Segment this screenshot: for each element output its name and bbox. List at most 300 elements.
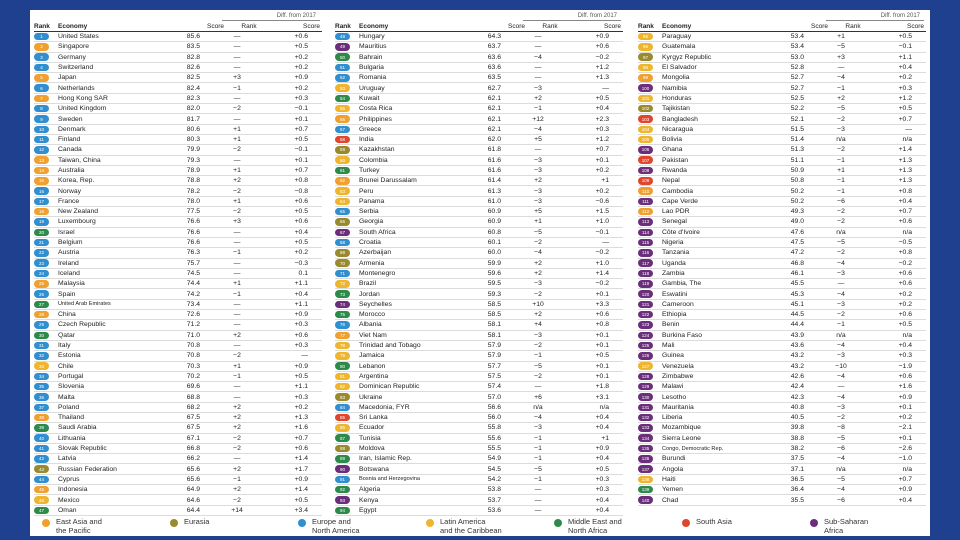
score-change: +1.6 [294, 424, 308, 432]
rank-badge: 6 [34, 84, 49, 92]
legend-label-line2: North America [312, 525, 360, 535]
score-change: +0.6 [595, 311, 609, 319]
score-value: 68.8 [186, 393, 200, 401]
score-change: +0.2 [898, 290, 912, 298]
rank-change: +2 [233, 177, 241, 185]
table-row [335, 186, 623, 196]
score-value: 64.6 [186, 496, 200, 504]
table-row [34, 259, 322, 269]
score-change: +0.4 [595, 414, 609, 422]
rank-badge: 96 [638, 43, 653, 51]
score-value: 56.6 [487, 403, 501, 411]
score-change: +0.3 [898, 84, 912, 92]
economy-name: Norway [58, 187, 82, 195]
table-row [34, 176, 322, 186]
economy-name: Tanzania [662, 249, 690, 257]
score-change: +1.7 [294, 465, 308, 473]
table-row [335, 63, 623, 73]
economy-name: Ireland [58, 259, 79, 267]
economy-name: Lithuania [58, 434, 86, 442]
score-value: 47.5 [790, 239, 804, 247]
table-row [638, 392, 926, 402]
rank-change: — [233, 239, 241, 247]
economy-name: Georgia [359, 218, 384, 226]
score-change: +0.8 [595, 321, 609, 329]
table-row [34, 73, 322, 83]
economy-name: Yemen [662, 486, 683, 494]
rank-change: +2 [534, 311, 542, 319]
legend-label-line1: Europe and [312, 517, 351, 526]
rank-change: −1 [233, 372, 241, 380]
score-change: +0.1 [898, 434, 912, 442]
table-row [34, 403, 322, 413]
rank-badge: 122 [638, 311, 653, 319]
score-value: 57.5 [487, 372, 501, 380]
table-row [335, 279, 623, 289]
score-change: +0.4 [294, 228, 308, 236]
rank-badge: 64 [335, 198, 350, 206]
score-change: +1.5 [595, 208, 609, 216]
table-row [34, 32, 322, 42]
header-rank: Rank [34, 22, 50, 30]
rank-change: −2 [233, 352, 241, 360]
economy-name: Hungary [359, 33, 385, 41]
rank-badge: 130 [638, 393, 653, 401]
rank-change: — [837, 383, 845, 391]
score-change: +0.3 [595, 486, 609, 494]
economy-name: Tajikistan [662, 105, 690, 113]
rank-change: −4 [837, 259, 845, 267]
economy-name: Kyrgyz Republic [662, 53, 712, 61]
score-value: 51.1 [790, 156, 804, 164]
rank-change: — [534, 486, 542, 494]
rank-badge: 77 [335, 332, 350, 340]
table-row [638, 197, 926, 207]
economy-name: Singapore [58, 43, 89, 51]
legend-label-line2: the Pacific [56, 525, 91, 535]
rank-change: −4 [534, 125, 542, 133]
economy-name: Poland [58, 403, 80, 411]
economy-name: Brazil [359, 280, 376, 288]
rank-badge: 132 [638, 414, 653, 422]
table-row [335, 464, 623, 474]
table-row [638, 145, 926, 155]
rank-change: — [534, 383, 542, 391]
rank-badge: 102 [638, 105, 653, 113]
table-row [34, 351, 322, 361]
rank-change: −8 [837, 424, 845, 432]
rank-change: −4 [837, 393, 845, 401]
economy-name: Eswatini [662, 290, 688, 298]
rank-change: +5 [534, 208, 542, 216]
score-change: +0.7 [595, 146, 609, 154]
table-row [638, 423, 926, 433]
rank-badge: 135 [638, 445, 653, 453]
table-row [335, 320, 623, 330]
rank-change: −1 [837, 84, 845, 92]
table-row [34, 104, 322, 114]
score-change: +0.2 [898, 414, 912, 422]
rank-change: −2 [837, 115, 845, 123]
rank-change: — [233, 115, 241, 123]
score-value: 43.2 [790, 362, 804, 370]
score-value: 61.0 [487, 197, 501, 205]
economy-name: Mali [662, 342, 675, 350]
score-change: +0.4 [294, 290, 308, 298]
table-row [638, 495, 926, 505]
rank-badge: 115 [638, 239, 653, 247]
table-row [335, 300, 623, 310]
economy-name: Kazakhstan [359, 146, 395, 154]
economy-name: United Kingdom [58, 105, 107, 113]
header-diff-score: Score [907, 22, 924, 30]
rank-badge: 43 [34, 465, 49, 473]
score-change: +0.8 [294, 177, 308, 185]
score-change: +1 [601, 434, 609, 442]
rank-badge: 88 [335, 445, 350, 453]
rank-change: — [233, 383, 241, 391]
score-value: 74.4 [186, 280, 200, 288]
table-row [335, 53, 623, 63]
score-change: +0.1 [595, 290, 609, 298]
rank-change: −1 [837, 177, 845, 185]
score-value: 43.6 [790, 342, 804, 350]
table-row [34, 197, 322, 207]
rank-badge: 117 [638, 259, 653, 267]
score-change: +0.6 [294, 197, 308, 205]
score-change: +0.3 [294, 393, 308, 401]
table-row [34, 495, 322, 505]
rank-badge: 2 [34, 43, 49, 51]
score-value: 74.2 [186, 290, 200, 298]
score-change: +0.2 [294, 53, 308, 61]
rank-badge: 68 [335, 239, 350, 247]
table-row [335, 104, 623, 114]
table-row [34, 114, 322, 124]
score-value: 43.9 [790, 331, 804, 339]
score-value: 55.8 [487, 424, 501, 432]
economy-name: Burkina Faso [662, 331, 703, 339]
economy-name: Australia [58, 167, 85, 174]
score-value: 63.6 [487, 64, 501, 72]
score-change: +0.9 [294, 311, 308, 319]
economy-name: Ghana [662, 146, 683, 154]
score-value: 81.7 [186, 115, 200, 123]
score-value: 43.2 [790, 352, 804, 360]
score-change: +0.5 [595, 465, 609, 473]
rank-change: −2 [233, 445, 241, 453]
score-change: +0.9 [294, 475, 308, 483]
rank-change: −5 [534, 362, 542, 370]
table-row [638, 32, 926, 42]
rank-change: −4 [837, 455, 845, 463]
rank-badge: 86 [335, 424, 350, 432]
header-diff-score: Score [604, 22, 621, 30]
score-value: 40.5 [790, 414, 804, 422]
economy-name: Malawi [662, 383, 684, 391]
economy-name: Paraguay [662, 33, 692, 41]
rank-change: −3 [534, 331, 542, 339]
economy-name: Ecuador [359, 424, 385, 432]
score-value: 76.6 [186, 239, 200, 247]
column-header-row [638, 21, 926, 32]
rank-badge: 55 [335, 105, 350, 113]
table-row [638, 382, 926, 392]
score-change: +0.4 [595, 424, 609, 432]
score-change: +0.7 [898, 475, 912, 483]
table-row [34, 207, 322, 217]
score-value: 78.9 [186, 167, 200, 174]
economy-name: Algeria [359, 486, 381, 494]
rank-change: −2 [837, 311, 845, 319]
rank-change: −4 [837, 342, 845, 350]
economy-name: Botswana [359, 465, 389, 473]
table-row [34, 423, 322, 433]
table-row [335, 42, 623, 52]
economy-name: Cape Verde [662, 197, 698, 205]
score-change: −0.1 [294, 146, 308, 154]
rank-badge: 10 [34, 126, 49, 134]
score-value: 46.8 [790, 259, 804, 267]
table-row [335, 217, 623, 227]
rank-change: — [233, 342, 241, 350]
rank-change: −3 [534, 424, 542, 432]
rank-change: +10 [532, 300, 544, 308]
legend-label-line2: and the Caribbean [440, 525, 502, 535]
rank-badge: 70 [335, 259, 350, 267]
rank-change: +2 [233, 486, 241, 494]
table-row [638, 485, 926, 495]
rank-change: −1 [534, 475, 542, 483]
table-row [638, 454, 926, 464]
table-row [638, 351, 926, 361]
header-score: Score [811, 22, 828, 30]
rank-change: −3 [534, 197, 542, 205]
score-value: 80.3 [186, 136, 200, 144]
rank-badge: 120 [638, 290, 653, 298]
table-row [638, 269, 926, 279]
legend-label-line2: North Africa [568, 525, 608, 535]
diff-header-rule [222, 20, 320, 21]
economy-name: Taiwan, China [58, 156, 101, 164]
economy-name: Congo, Democratic Rep. [662, 445, 724, 452]
rank-change: +2 [837, 94, 845, 102]
score-change: +1.4 [294, 455, 308, 463]
score-change: +0.5 [294, 208, 308, 216]
economy-name: Mauritius [359, 43, 387, 51]
rank-badge: 112 [638, 208, 653, 216]
score-change: +0.2 [294, 249, 308, 257]
economy-name: Argentina [359, 372, 389, 380]
rank-badge: 42 [34, 455, 49, 463]
rank-badge: 131 [638, 404, 653, 412]
score-change: +0.1 [898, 403, 912, 411]
rank-badge: 20 [34, 229, 49, 237]
score-change: +0.5 [294, 136, 308, 144]
header-economy: Economy [359, 22, 389, 30]
economy-name: Sweden [58, 115, 83, 123]
score-value: 82.4 [186, 84, 200, 92]
score-value: 62.1 [487, 105, 501, 113]
score-change: +0.5 [898, 105, 912, 113]
score-value: 47.2 [790, 249, 804, 257]
economy-name: Bolivia [662, 136, 683, 144]
rank-badge: 119 [638, 280, 653, 288]
rank-badge: 125 [638, 342, 653, 350]
table-row [335, 392, 623, 402]
table-row [335, 248, 623, 258]
economy-name: Bulgaria [359, 64, 384, 72]
rank-badge: 44 [34, 476, 49, 484]
score-value: 57.0 [487, 393, 501, 401]
rank-badge: 54 [335, 95, 350, 103]
score-value: 69.6 [186, 383, 200, 391]
table-row [34, 362, 322, 372]
rank-badge: 75 [335, 311, 350, 319]
score-value: 64.9 [186, 486, 200, 494]
score-change: +0.7 [898, 115, 912, 123]
score-value: 51.3 [790, 146, 804, 154]
rank-change: −4 [837, 372, 845, 380]
table-row [335, 423, 623, 433]
rank-badge: 48 [335, 33, 350, 41]
score-change: +0.4 [898, 197, 912, 205]
economy-name: India [359, 136, 374, 144]
score-change: +0.7 [294, 167, 308, 174]
rank-change: −1 [233, 249, 241, 257]
economy-name: Russian Federation [58, 465, 117, 473]
rank-badge: 71 [335, 270, 350, 278]
rank-change: +1 [233, 167, 241, 174]
table-row [335, 125, 623, 135]
rank-badge: 108 [638, 167, 653, 175]
score-change: +0.6 [294, 331, 308, 339]
score-value: 42.6 [790, 372, 804, 380]
score-change: +1.3 [294, 414, 308, 422]
table-row [638, 94, 926, 104]
rank-change: −2 [837, 218, 845, 226]
economy-name: Hong Kong SAR [58, 94, 108, 102]
score-change: — [301, 352, 308, 360]
score-change: +1.3 [595, 74, 609, 82]
score-change: +0.1 [294, 156, 308, 164]
score-value: 52.5 [790, 94, 804, 102]
economy-name: Lebanon [359, 362, 386, 370]
economy-name: Mauritania [662, 403, 694, 411]
table-row [638, 403, 926, 413]
rank-badge: 103 [638, 115, 653, 123]
table-row [335, 413, 623, 423]
score-change: −2.1 [898, 424, 912, 432]
economy-name: Benin [662, 321, 680, 329]
economy-name: Nepal [662, 177, 680, 185]
rank-badge: 69 [335, 249, 350, 257]
rank-badge: 65 [335, 208, 350, 216]
score-value: 61.3 [487, 187, 501, 195]
rank-badge: 81 [335, 373, 350, 381]
rank-change: −2 [534, 239, 542, 247]
rank-change: +1 [837, 33, 845, 41]
rank-change: −5 [534, 228, 542, 236]
legend-dot-icon [170, 519, 178, 527]
rank-change: +1 [233, 280, 241, 288]
economy-name: El Salvador [662, 64, 697, 72]
score-change: +1.4 [595, 269, 609, 277]
score-change: +0.2 [595, 187, 609, 195]
score-value: 59.9 [487, 259, 501, 267]
rank-change: — [233, 94, 241, 102]
score-change: −0.2 [595, 53, 609, 61]
score-value: 51.4 [790, 136, 804, 144]
rank-change: — [534, 496, 542, 504]
score-value: 82.3 [186, 94, 200, 102]
table-row [34, 506, 322, 516]
table-row [638, 104, 926, 114]
rank-badge: 87 [335, 434, 350, 442]
rank-change: +2 [233, 403, 241, 411]
economy-name: Malaysia [58, 280, 85, 288]
rank-badge: 15 [34, 177, 49, 185]
rank-badge: 52 [335, 74, 350, 82]
economy-name: Spain [58, 290, 76, 298]
economy-name: Viet Nam [359, 331, 387, 339]
rank-badge: 78 [335, 342, 350, 350]
ranking-column-2 [335, 12, 623, 516]
score-value: 60.9 [487, 208, 501, 216]
rank-badge: 85 [335, 414, 350, 422]
diff-header [34, 12, 322, 21]
score-value: 37.1 [790, 465, 804, 473]
rank-change: +2 [233, 331, 241, 339]
economy-name: Brunei Darussalam [359, 177, 417, 185]
rank-change: +12 [532, 115, 544, 123]
economy-name: Estonia [58, 352, 81, 360]
rank-badge: 110 [638, 187, 653, 195]
table-row [638, 166, 926, 176]
table-row [335, 475, 623, 485]
table-row [34, 434, 322, 444]
score-value: 67.1 [186, 434, 200, 442]
economy-name: Uruguay [359, 84, 385, 92]
rank-change: +4 [534, 321, 542, 329]
score-change: +0.6 [294, 218, 308, 226]
score-change: +0.5 [294, 239, 308, 247]
rank-change: −1 [837, 187, 845, 195]
table-row [34, 341, 322, 351]
rank-badge: 9 [34, 115, 49, 123]
header-score: Score [207, 22, 224, 30]
rank-change: −1 [534, 434, 542, 442]
economy-name: Panama [359, 197, 385, 205]
score-value: 55.5 [487, 445, 501, 453]
legend-label [824, 518, 868, 535]
rank-badge: 61 [335, 167, 350, 175]
rank-badge: 8 [34, 105, 49, 113]
rank-change: +2 [233, 424, 241, 432]
rank-badge: 74 [335, 301, 350, 309]
rank-badge: 12 [34, 146, 49, 154]
score-value: 65.6 [186, 475, 200, 483]
score-change: +0.3 [595, 475, 609, 483]
score-change: +1.0 [595, 218, 609, 226]
diff-header-label: Diff. from 2017 [880, 13, 920, 19]
legend-item-ssa [810, 518, 868, 535]
table-row [34, 485, 322, 495]
table-row [335, 114, 623, 124]
economy-name: Iran, Islamic Rep. [359, 455, 412, 463]
score-value: 76.6 [186, 228, 200, 236]
rank-change: −3 [837, 269, 845, 277]
